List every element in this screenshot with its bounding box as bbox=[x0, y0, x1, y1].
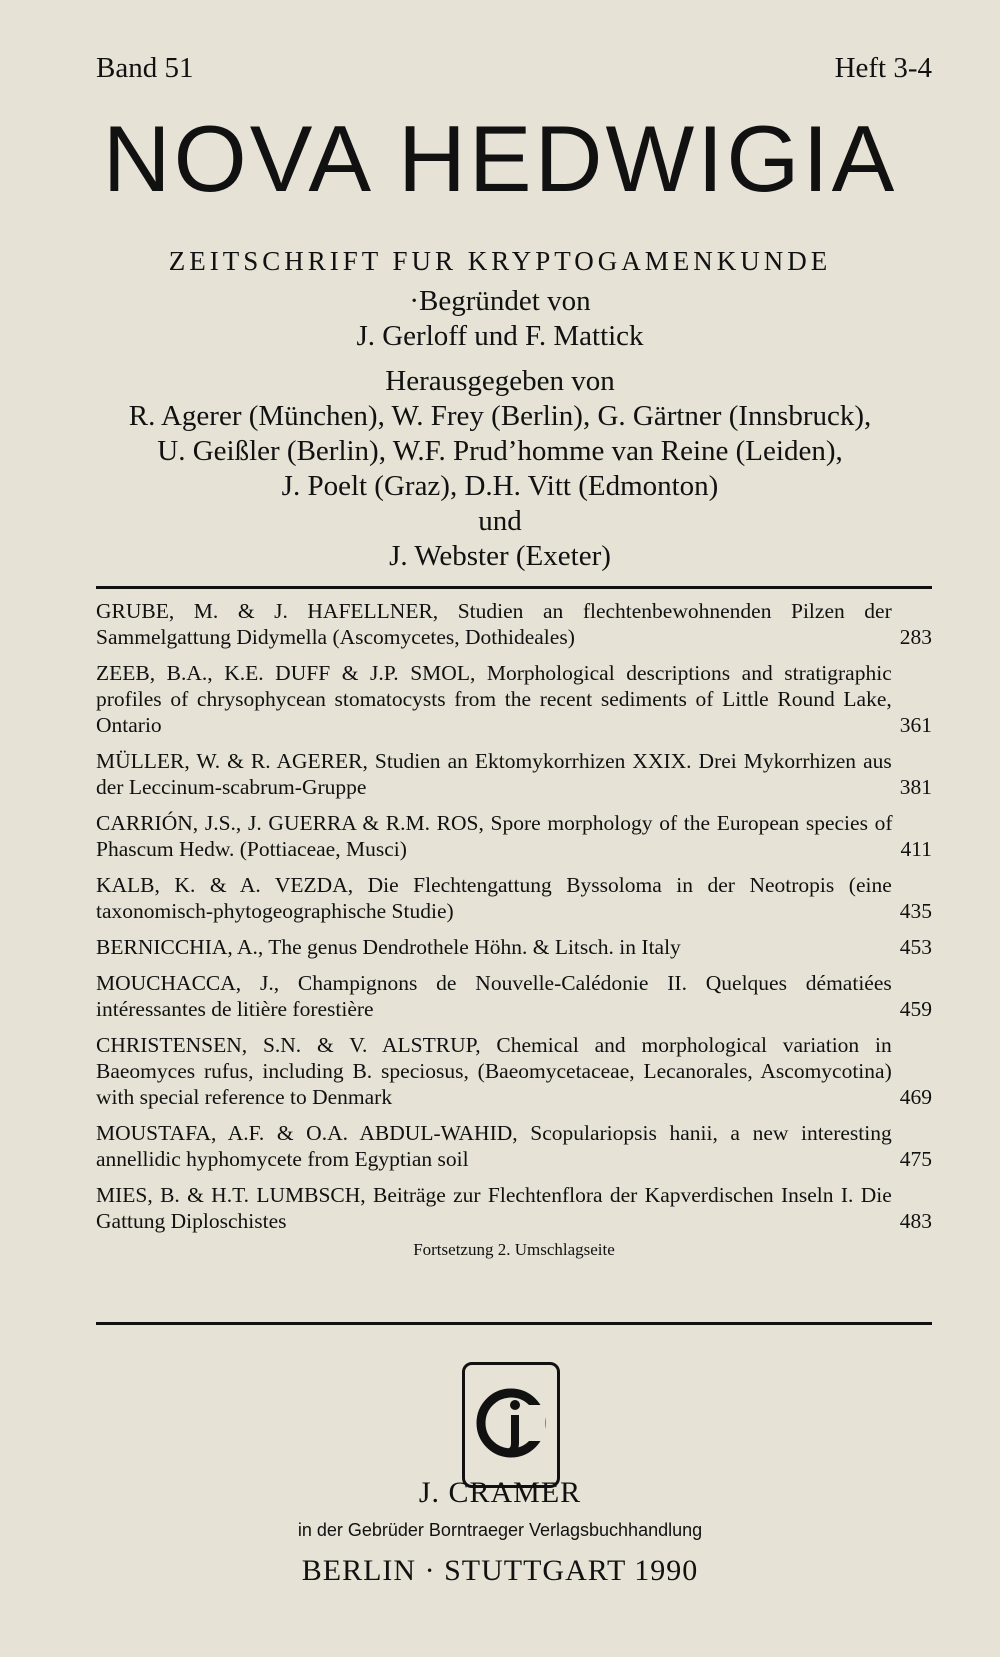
publisher-name: J. CRAMER bbox=[418, 1476, 582, 1509]
toc-entry-text: GRUBE, M. & J. HAFELLNER, Studien an flechtenbewohnenden Pilzen der Sammelgattung Didymella (Ascomycetes, Dothideales) bbox=[96, 599, 892, 649]
toc-entry-text: BERNICCHIA, A., The genus Dendrothele Höhn. & Litsch. in Italy bbox=[96, 935, 681, 959]
publisher-logo bbox=[462, 1362, 560, 1488]
toc-entry-page: 361 bbox=[899, 713, 932, 737]
editors-and: und bbox=[478, 505, 522, 537]
toc-entry-text: CHRISTENSEN, S.N. & V. ALSTRUP, Chemical and morphological variation in Baeomyces rufus, including B. speciosus, (Baeomycetaceae, Lecanorales, Ascomycotina) with special reference to Denmark bbox=[96, 1033, 892, 1109]
toc-entry bbox=[96, 872, 932, 924]
toc-entry-text: CARRIÓN, J.S., J. GUERRA & R.M. ROS, Spore morphology of the European species of Phascum Hedw. (Pottiaceae, Musci) bbox=[96, 811, 893, 861]
toc-entry bbox=[96, 810, 932, 862]
toc-entry-text: MÜLLER, W. & R. AGERER, Studien an Ektomykorrhizen XXIX. Drei Mykorrhizen aus der Leccinum-scabrum-Gruppe bbox=[96, 749, 892, 799]
toc-entry bbox=[96, 660, 932, 738]
toc-entry bbox=[96, 1120, 932, 1172]
continued-note: Fortsetzung 2. Umschlagseite bbox=[413, 1240, 615, 1259]
editors-block bbox=[0, 364, 1000, 574]
toc-entry bbox=[96, 1182, 932, 1234]
editors-label: Herausgegeben von bbox=[385, 365, 615, 397]
publisher-city-year: BERLIN · STUTTGART 1990 bbox=[301, 1554, 699, 1587]
journal-subtitle: ZEITSCHRIFT FUR KRYPTOGAMENKUNDE bbox=[168, 246, 832, 276]
cj-logo-icon bbox=[465, 1365, 557, 1485]
toc-entry-text: MOUSTAFA, A.F. & O.A. ABDUL-WAHID, Scopulariopsis hanii, a new interesting annellidic hyphomycete from Egyptian soil bbox=[96, 1121, 892, 1171]
toc-entry-page: 483 bbox=[899, 1209, 932, 1233]
founder-names: J. Gerloff und F. Mattick bbox=[356, 320, 644, 352]
toc-entry-page: 381 bbox=[899, 775, 932, 799]
founded-label: ·Begründet von bbox=[409, 285, 591, 317]
issue-number: Heft 3-4 bbox=[834, 52, 932, 84]
toc-entry-text: MOUCHACCA, J., Champignons de Nouvelle-Calédonie II. Quelques dématiées intéressantes de litière forestière bbox=[96, 971, 892, 1021]
editors-line: J. Webster (Exeter) bbox=[389, 540, 611, 572]
editors-line: U. Geißler (Berlin), W.F. Prud’homme van Reine (Leiden), bbox=[157, 435, 843, 467]
editors-line: R. Agerer (München), W. Frey (Berlin), G. Gärtner (Innsbruck), bbox=[128, 400, 872, 432]
toc-entry bbox=[96, 1032, 932, 1110]
volume-number: Band 51 bbox=[96, 52, 194, 84]
toc-entry bbox=[96, 934, 932, 960]
toc-entry bbox=[96, 748, 932, 800]
toc-entry bbox=[96, 598, 932, 650]
toc-entry-text: KALB, K. & A. VEZDA, Die Flechtengattung Byssoloma in der Neotropis (eine taxonomisch-phytogeographische Studie) bbox=[96, 873, 892, 923]
divider-bottom bbox=[96, 1322, 932, 1325]
founders-block bbox=[0, 284, 1000, 354]
table-of-contents bbox=[96, 598, 932, 1260]
journal-title: NOVA HEDWIGIA bbox=[102, 106, 898, 211]
editors-line: J. Poelt (Graz), D.H. Vitt (Edmonton) bbox=[281, 470, 719, 502]
toc-entry-page: 475 bbox=[899, 1147, 932, 1171]
publisher-subline: in der Gebrüder Borntraeger Verlagsbuchhandlung bbox=[297, 1520, 703, 1540]
toc-entry bbox=[96, 970, 932, 1022]
toc-entry-text: MIES, B. & H.T. LUMBSCH, Beiträge zur Flechtenflora der Kapverdischen Inseln I. Die Gattung Diploschistes bbox=[96, 1183, 892, 1233]
divider-top bbox=[96, 586, 932, 589]
toc-entry-page: 453 bbox=[899, 935, 932, 959]
toc-entry-page: 459 bbox=[899, 997, 932, 1021]
volume-issue-row bbox=[96, 52, 932, 85]
toc-entry-page: 411 bbox=[900, 837, 932, 861]
toc-entry-page: 283 bbox=[899, 625, 932, 649]
toc-entry-page: 435 bbox=[899, 899, 932, 923]
toc-entry-text: ZEEB, B.A., K.E. DUFF & J.P. SMOL, Morphological descriptions and stratigraphic profiles of chrysophycean stomatocysts from the recent sediments of Little Round Lake, Ontario bbox=[96, 661, 892, 737]
toc-entry-page: 469 bbox=[899, 1085, 932, 1109]
